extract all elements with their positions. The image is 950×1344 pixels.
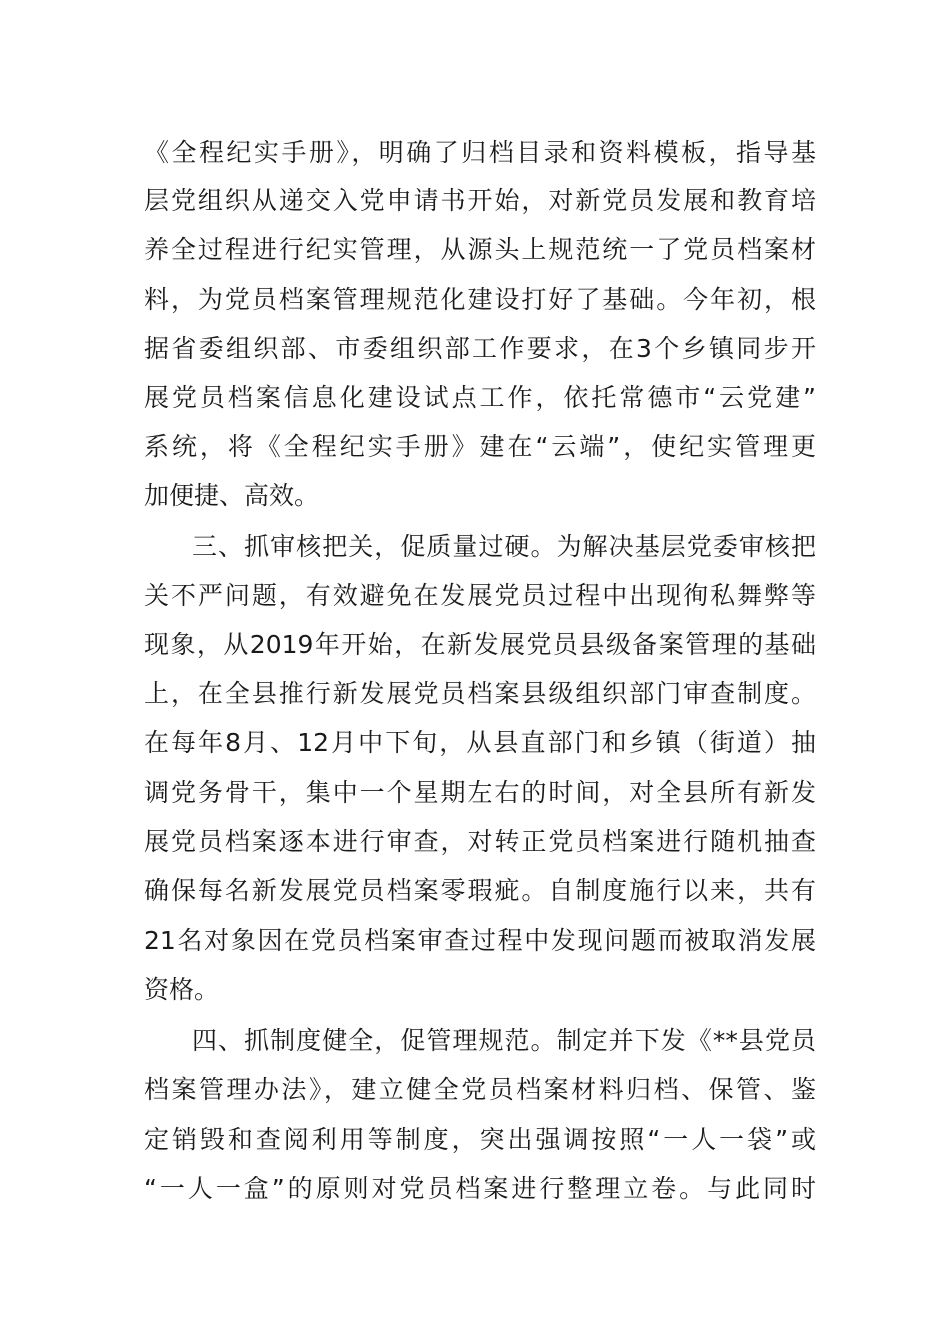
text-line: 定销毁和查阅利用等制度，突出强调按照“一人一袋”或 bbox=[144, 1125, 816, 1154]
text-line: 料，为党员档案管理规范化建设打好了基础。今年初，根 bbox=[144, 285, 816, 314]
text-line: 上，在全县推行新发展党员档案县级组织部门审查制度。 bbox=[144, 679, 816, 708]
text-line: 在每年8月、12月中下旬，从县直部门和乡镇（街道）抽 bbox=[144, 728, 816, 757]
paragraph-first-line: 四、抓制度健全，促管理规范。制定并下发《**县党员 bbox=[192, 1026, 816, 1055]
text-line: 展党员档案逐本进行审查，对转正党员档案进行随机抽查 bbox=[144, 827, 816, 856]
paragraph-first-line: 三、抓审核把关，促质量过硬。为解决基层党委审核把 bbox=[192, 532, 816, 561]
text-line: 据省委组织部、市委组织部工作要求，在3个乡镇同步开 bbox=[144, 334, 816, 363]
text-line: 资格。 bbox=[144, 975, 220, 1004]
text-line: 调党务骨干，集中一个星期左右的时间，对全县所有新发 bbox=[144, 778, 816, 807]
text-line: 关不严问题，有效避免在发展党员过程中出现徇私舞弊等 bbox=[144, 581, 816, 610]
text-line: 现象，从2019年开始，在新发展党员县级备案管理的基础 bbox=[144, 630, 816, 659]
text-line: 档案管理办法》，建立健全党员档案材料归档、保管、鉴 bbox=[144, 1075, 816, 1104]
text-line: 21名对象因在党员档案审查过程中发现问题而被取消发展 bbox=[144, 926, 816, 955]
text-line: 加便捷、高效。 bbox=[144, 481, 320, 510]
text-line: 《全程纪实手册》，明确了归档目录和资料模板，指导基 bbox=[144, 138, 816, 167]
text-line: 系统，将《全程纪实手册》建在“云端”，使纪实管理更 bbox=[144, 432, 816, 461]
text-line: 确保每名新发展党员档案零瑕疵。自制度施行以来，共有 bbox=[144, 876, 816, 905]
text-line: 养全过程进行纪实管理，从源头上规范统一了党员档案材 bbox=[144, 235, 816, 264]
text-line: 展党员档案信息化建设试点工作，依托常德市“云党建” bbox=[144, 383, 816, 412]
text-line: 层党组织从递交入党申请书开始，对新党员发展和教育培 bbox=[144, 186, 816, 215]
text-line: “一人一盒”的原则对党员档案进行整理立卷。与此同时 bbox=[144, 1174, 816, 1203]
